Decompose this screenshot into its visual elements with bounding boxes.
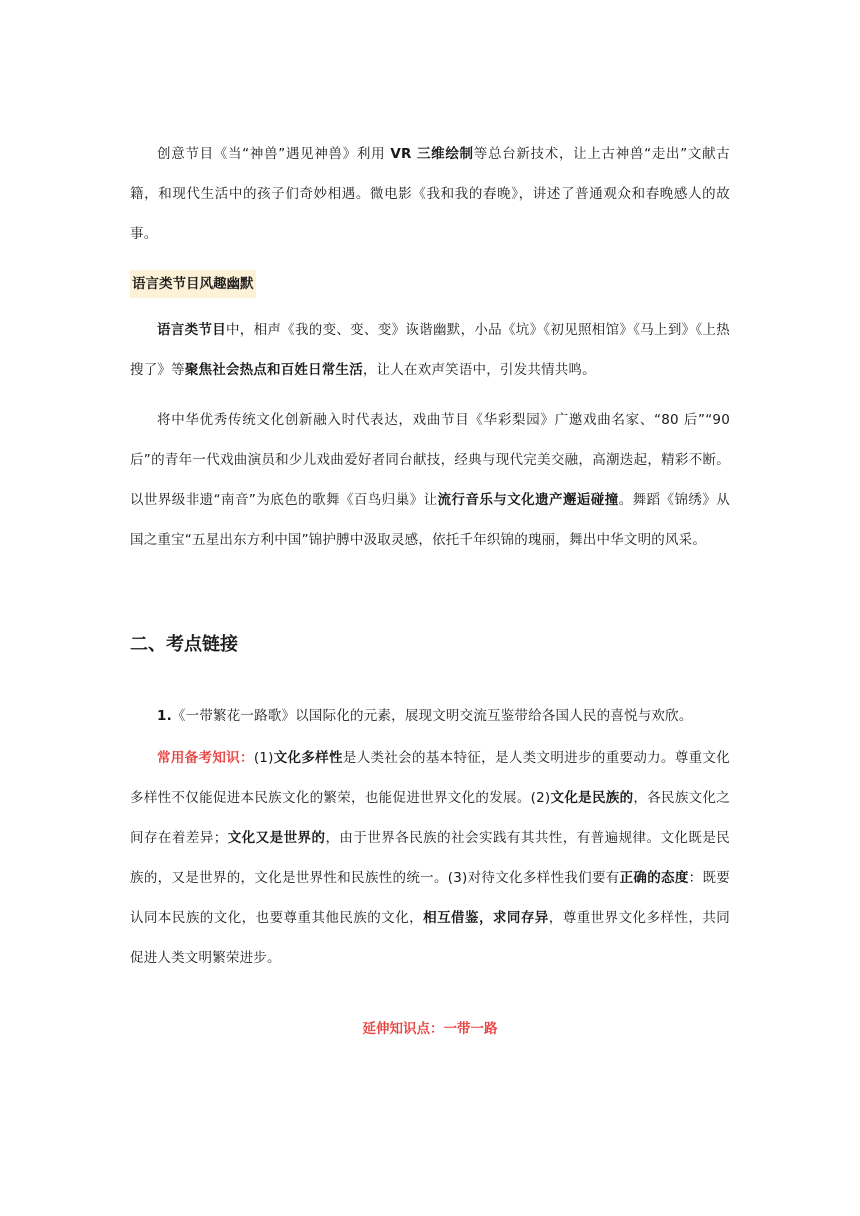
bold-phrase: 语言类节目 (157, 322, 226, 338)
text-segment: ，由于世界各民族的社会实践有其共性，有普遍规律。文化既是民族的，又是世界的，文化是世界性和民族性的统一。(3)对待文化多样性我们要有 (130, 830, 731, 886)
bold-phrase: 聚焦社会热点和百姓日常生活 (184, 362, 363, 378)
text-segment: 将中华优秀传统文化创新融入时代表达，戏曲节目《华彩梨园》广邀戏曲名家、“80 后”“90 后”的青年一代戏曲演员和少儿戏曲爱好者同台献技，经典与现代完美交融，高潮迭起，精彩不断。以世界级非遗“南音”为底色的歌舞《百鸟归巢》让 (130, 412, 730, 508)
paragraph-language-programs (130, 310, 730, 390)
bold-phrase: 相互借鉴，求同存异 (423, 910, 549, 926)
exam-knowledge-label: 常用备考知识： (157, 750, 254, 766)
text-segment: ：既要认同本民族的文化，也要尊重其他民族的文化， (130, 870, 731, 926)
paragraph-exam-knowledge (130, 738, 730, 978)
item-text: 《一带繁花一路歌》以国际化的元素，展现文明交流互鉴带给各国人民的喜悦与欢欣。 (171, 708, 693, 724)
extension-knowledge-title (130, 1015, 730, 1043)
text-segment: ，各民族文化之间存在着差异； (130, 790, 731, 846)
text-segment: 等总台新技术，让上古神兽“走出”文献古籍，和现代生活中的孩子们奇妙相遇。微电影《我和我的春晚》，讲述了普通观众和春晚感人的故事。 (130, 146, 730, 242)
text-segment: 是人类社会的基本特征，是人类文明进步的重要动力。尊重文化多样性不仅能促进本民族文化的繁荣，也能促进世界文化的发展。(2) (130, 750, 731, 806)
text-segment: ，尊重世界文化多样性，共同促进人类文明繁荣进步。 (130, 910, 730, 966)
bold-phrase: 文化是民族的 (550, 790, 634, 806)
paragraph-traditional-culture (130, 400, 730, 560)
bold-phrase: 文化多样性 (273, 750, 343, 766)
paragraph-creative-program (130, 134, 730, 254)
bold-phrase: VR 三维绘制 (390, 146, 474, 162)
bold-phrase: 流行音乐与文化遗产邂逅碰撞 (437, 492, 619, 508)
bold-phrase: 文化又是世界的 (227, 830, 326, 846)
item-number: 1. (157, 708, 172, 724)
extension-title-text: 延伸知识点：一带一路 (362, 1021, 498, 1037)
subheading-language-programs: 语言类节目风趣幽默 (130, 270, 256, 298)
list-item-1 (130, 696, 730, 736)
text-segment: 创意节目《当“神兽”遇见神兽》利用 (157, 146, 391, 162)
text-segment: 。舞蹈《锦绣》从国之重宝“五星出东方利中国”锦护膊中汲取灵感，依托千年织锦的瑰丽，舞出中华文明的风采。 (130, 492, 730, 548)
section-title: 二、考点链接 (130, 634, 238, 655)
text-segment: (1) (253, 750, 274, 766)
text-segment: 中，相声《我的变、变、变》诙谐幽默，小品《坑》《初见照相馆》《马上到》《上热搜了》等 (130, 322, 730, 378)
bold-phrase: 正确的态度 (619, 870, 689, 886)
text-segment: ，让人在欢声笑语中，引发共情共鸣。 (362, 362, 596, 378)
